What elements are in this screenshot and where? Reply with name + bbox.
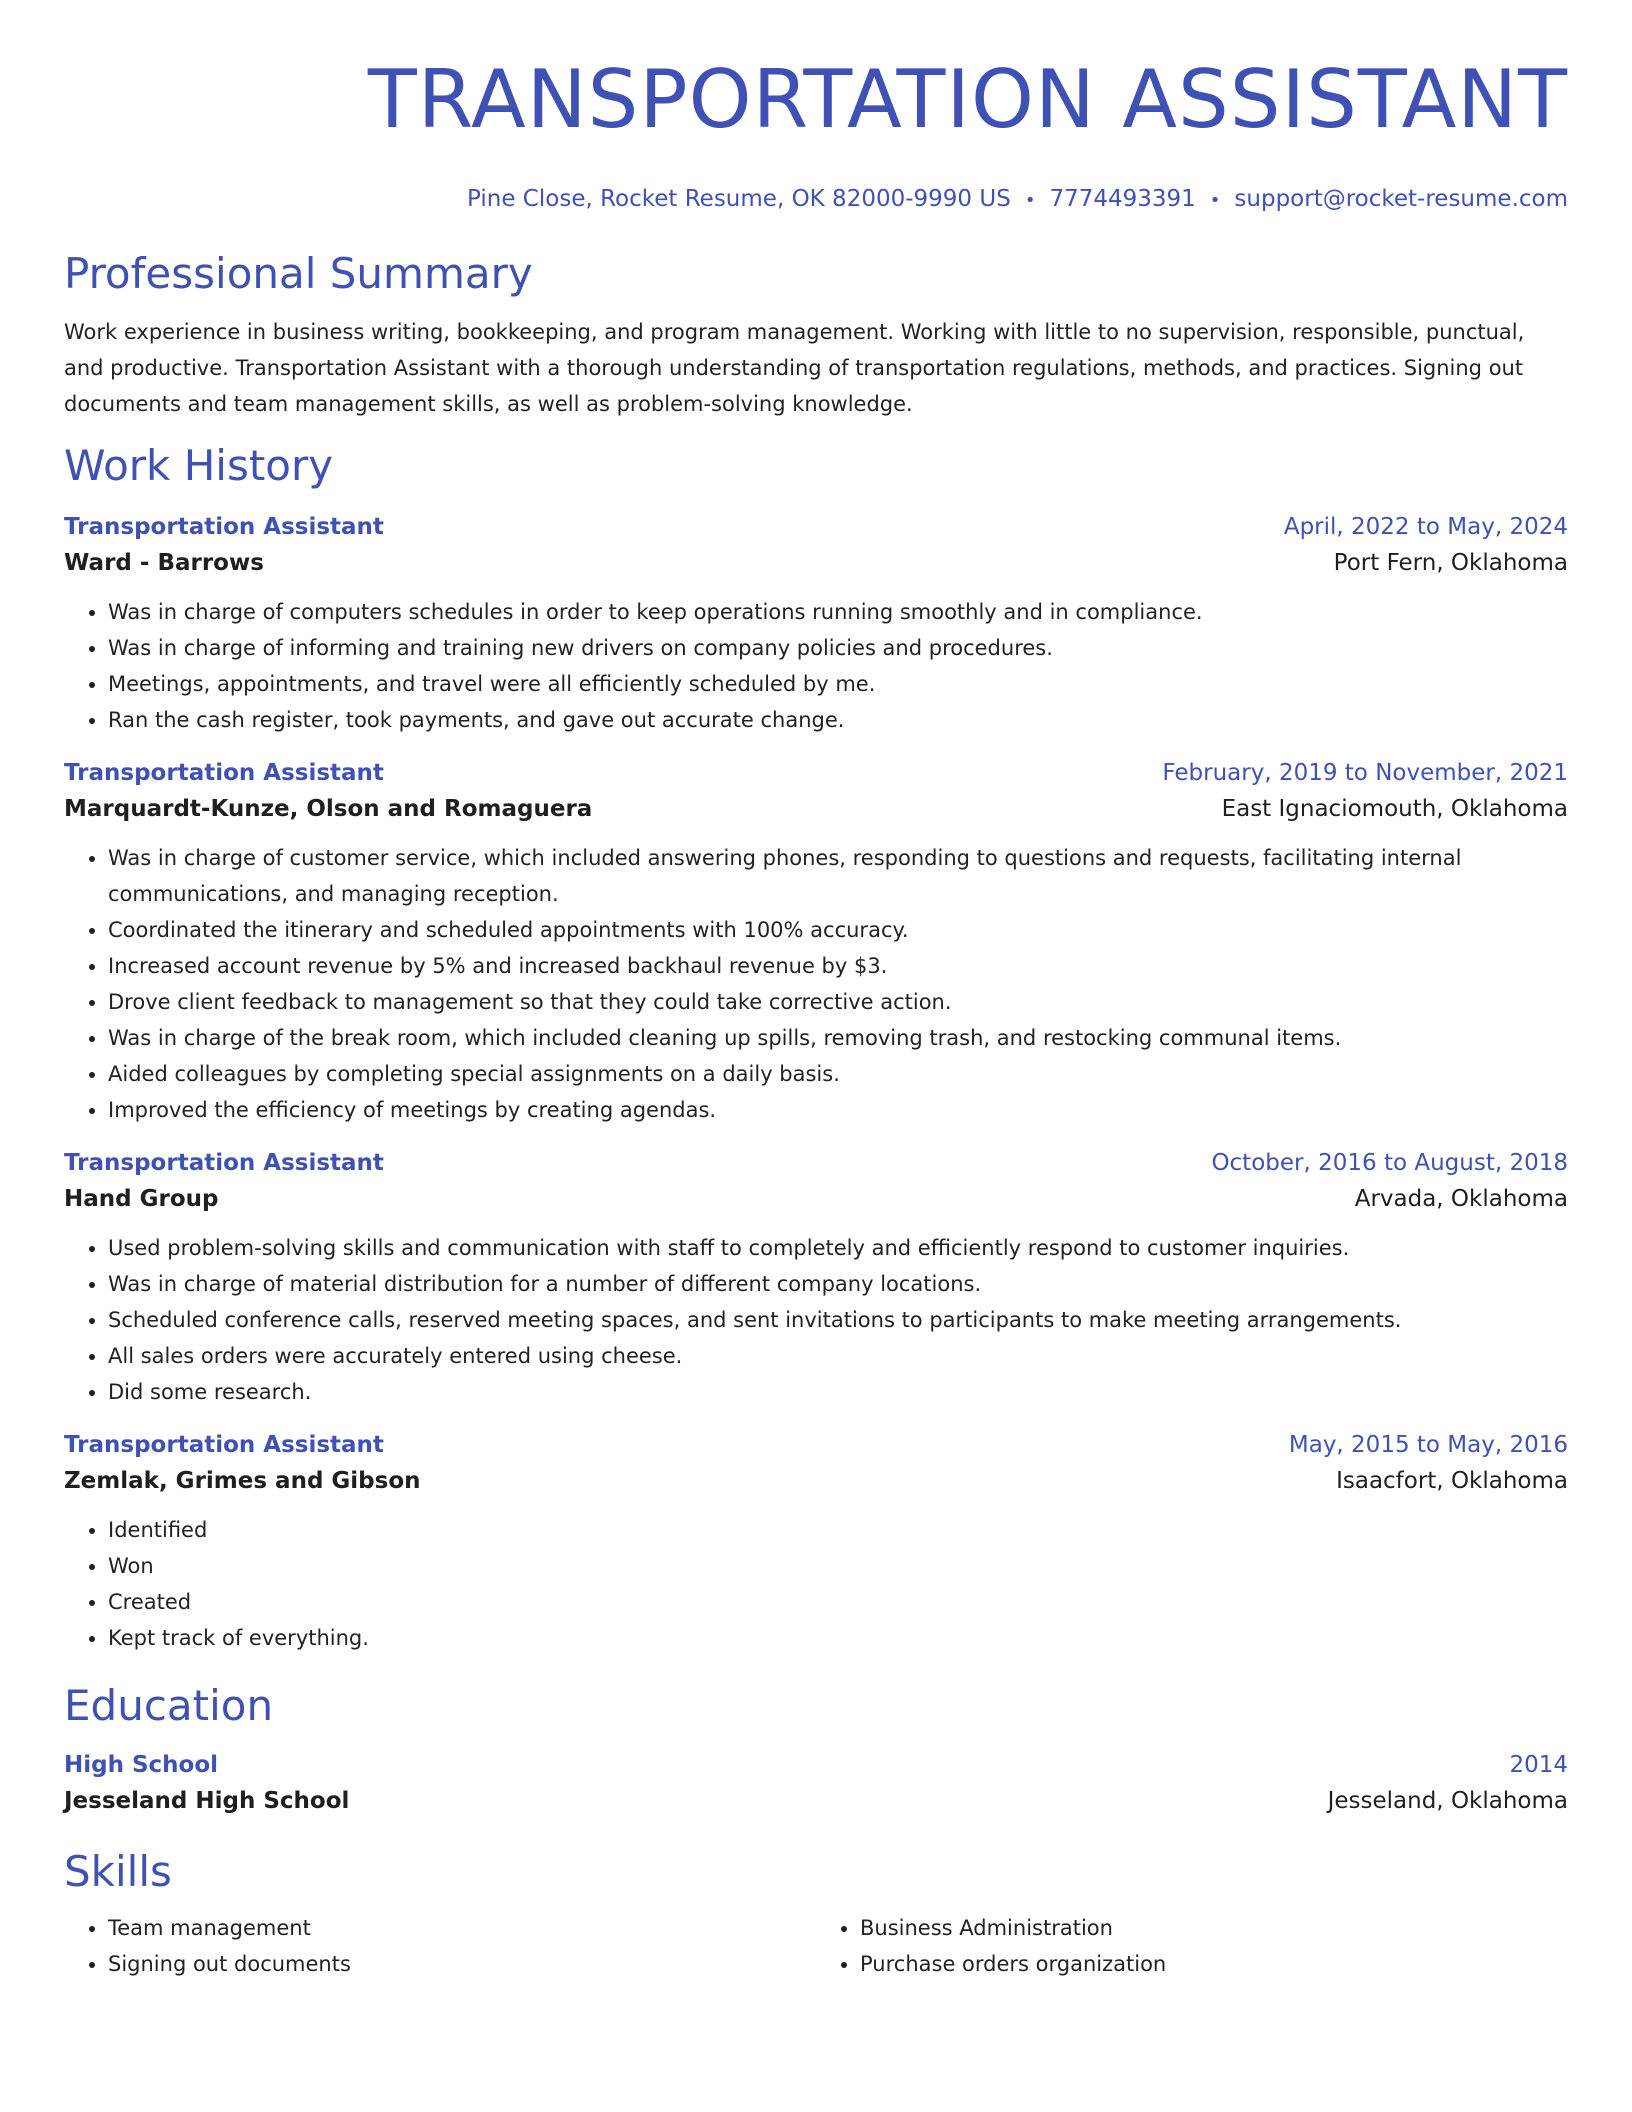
resume-header	[64, 0, 1568, 216]
job-row-top	[64, 1146, 1568, 1180]
job-bullet: • Drove client feedback to management so that they could take corrective action.	[108, 984, 1568, 1020]
education-location: Jesseland, Oklahoma	[1327, 1788, 1568, 1814]
skill-item: • Signing out documents	[108, 1946, 816, 1982]
job-bullet: • Ran the cash register, took payments, and gave out accurate change.	[108, 702, 1568, 738]
job-dates: February, 2019 to November, 2021	[1162, 760, 1568, 786]
separator-dot: •	[1024, 190, 1036, 211]
job-bullet: • Was in charge of material distribution for a number of different company locations.	[108, 1266, 1568, 1302]
job-entry	[64, 756, 1568, 1128]
job-bullet-list	[64, 1512, 1568, 1656]
job-row-top	[64, 510, 1568, 544]
job-bullet: • Kept track of everything.	[108, 1620, 1568, 1656]
job-bullet-list	[64, 594, 1568, 738]
education-degree: High School	[64, 1752, 219, 1778]
job-bullet: • Created	[108, 1584, 1568, 1620]
work-history-heading: Work History	[64, 441, 334, 490]
job-row-top	[64, 1428, 1568, 1462]
job-bullet: • Was in charge of informing and training new drivers on company policies and procedures.	[108, 630, 1568, 666]
job-bullet: • Increased account revenue by 5% and increased backhaul revenue by $3.	[108, 948, 1568, 984]
job-title: Transportation Assistant	[64, 1432, 384, 1458]
job-bullet: • Identified	[108, 1512, 1568, 1548]
job-title: Transportation Assistant	[64, 514, 384, 540]
job-location: Port Fern, Oklahoma	[1333, 550, 1568, 576]
job-dates: May, 2015 to May, 2016	[1288, 1432, 1568, 1458]
job-location: Arvada, Oklahoma	[1354, 1186, 1568, 1212]
job-company: Hand Group	[64, 1186, 219, 1212]
skill-item: • Purchase orders organization	[860, 1946, 1568, 1982]
job-bullet: • Was in charge of customer service, which included answering phones, responding to questions and requests, facilitating internal communications, and managing reception.	[108, 840, 1568, 912]
contact-email[interactable]: support@rocket-resume.com	[1234, 186, 1568, 212]
job-bullet: • Used problem-solving skills and communication with staff to completely and efficiently respond to customer inquiries.	[108, 1230, 1568, 1266]
contact-line	[64, 184, 1568, 216]
job-bullet: • Won	[108, 1548, 1568, 1584]
job-company: Zemlak, Grimes and Gibson	[64, 1468, 421, 1494]
job-bullet: • Did some research.	[108, 1374, 1568, 1410]
skill-item: • Team management	[108, 1910, 816, 1946]
job-dates: April, 2022 to May, 2024	[1283, 514, 1568, 540]
contact-phone: 7774493391	[1049, 186, 1196, 212]
job-entry	[64, 1146, 1568, 1410]
job-row-bottom	[64, 790, 1568, 828]
job-row-top	[64, 756, 1568, 790]
skills-grid	[64, 1902, 1568, 1982]
separator-dot: •	[1209, 190, 1221, 211]
job-row-bottom	[64, 1180, 1568, 1218]
job-bullet: • Coordinated the itinerary and scheduled appointments with 100% accuracy.	[108, 912, 1568, 948]
job-bullet: • All sales orders were accurately entered using cheese.	[108, 1338, 1568, 1374]
job-entry	[64, 510, 1568, 738]
skills-heading: Skills	[64, 1847, 172, 1896]
job-bullet: • Aided colleagues by completing special assignments on a daily basis.	[108, 1056, 1568, 1092]
work-history-list	[64, 510, 1568, 1656]
contact-address: Pine Close, Rocket Resume, OK 82000-9990 US	[467, 186, 1011, 212]
job-location: Isaacfort, Oklahoma	[1336, 1468, 1568, 1494]
job-entry	[64, 1428, 1568, 1656]
job-bullet: • Was in charge of computers schedules in order to keep operations running smoothly and in compliance.	[108, 594, 1568, 630]
job-bullet-list	[64, 1230, 1568, 1410]
job-location: East Ignaciomouth, Oklahoma	[1221, 796, 1568, 822]
job-company: Marquardt-Kunze, Olson and Romaguera	[64, 796, 593, 822]
job-bullet: • Meetings, appointments, and travel were all efficiently scheduled by me.	[108, 666, 1568, 702]
summary-text: Work experience in business writing, bookkeeping, and program management. Working with little to no supervision, responsible, punctual, and productive. Transportation Assistant with a thorough understanding of transportation regulations, methods, and practices. Signing out documents and team management skills, as well as problem-solving knowledge.	[64, 320, 1525, 416]
candidate-name: TRANSPORTATION ASSISTANT	[367, 53, 1568, 146]
job-title: Transportation Assistant	[64, 1150, 384, 1176]
job-company: Ward - Barrows	[64, 550, 264, 576]
job-bullet: • Was in charge of the break room, which included cleaning up spills, removing trash, and restocking communal items.	[108, 1020, 1568, 1056]
job-bullet: • Improved the efficiency of meetings by creating agendas.	[108, 1092, 1568, 1128]
education-school: Jesseland High School	[64, 1788, 350, 1814]
job-bullet: • Scheduled conference calls, reserved meeting spaces, and sent invitations to participants to make meeting arrangements.	[108, 1302, 1568, 1338]
job-title: Transportation Assistant	[64, 760, 384, 786]
education-year: 2014	[1509, 1752, 1568, 1778]
job-bullet-list	[64, 840, 1568, 1128]
skills-left-column	[64, 1910, 816, 1982]
education-row-top	[64, 1748, 1568, 1782]
education-entry	[64, 1748, 1568, 1820]
skills-right-column	[816, 1910, 1568, 1982]
skill-item: • Business Administration	[860, 1910, 1568, 1946]
job-dates: October, 2016 to August, 2018	[1211, 1150, 1568, 1176]
education-heading: Education	[64, 1681, 274, 1730]
job-row-bottom	[64, 544, 1568, 582]
summary-heading: Professional Summary	[64, 249, 533, 298]
job-row-bottom	[64, 1462, 1568, 1500]
education-row-bottom	[64, 1782, 1568, 1820]
